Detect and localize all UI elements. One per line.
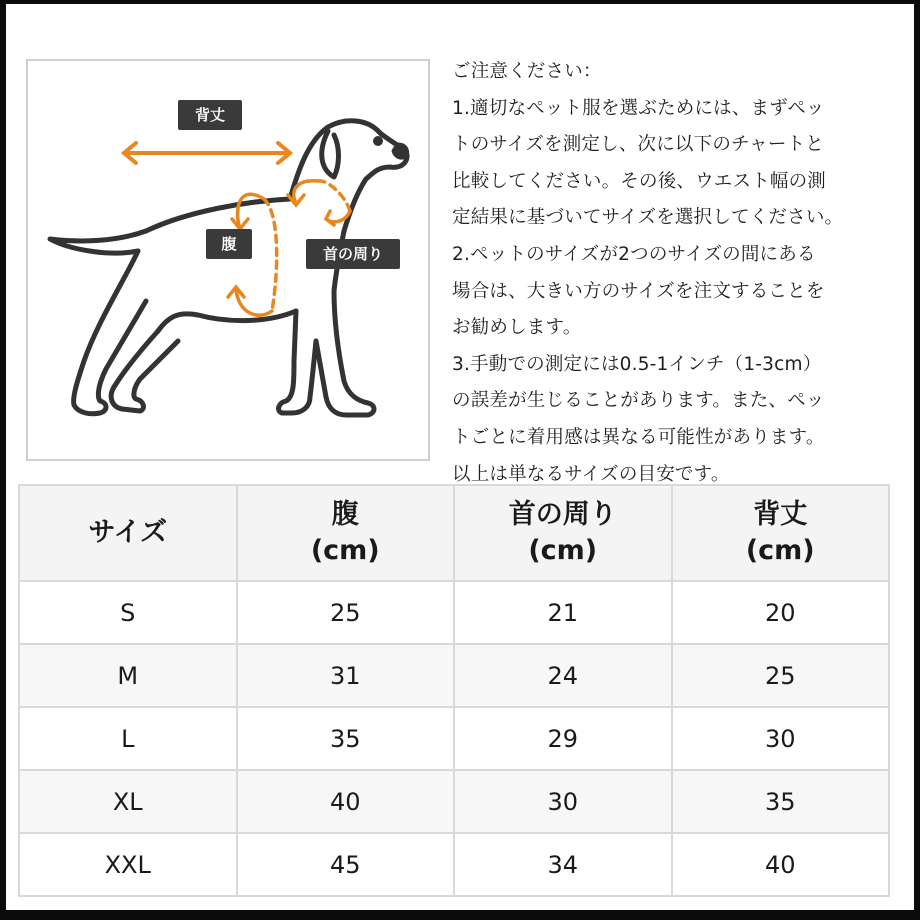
belly-label: 腹 bbox=[206, 229, 252, 259]
header-back-length: 背丈 (cm) bbox=[672, 485, 890, 581]
notes-line: トのサイズを測定し、次に以下のチャートと bbox=[452, 134, 824, 156]
notes-line: お勧めします。 bbox=[452, 317, 582, 339]
size-cell: XXL bbox=[19, 833, 237, 896]
size-cell: S bbox=[19, 581, 237, 644]
header-size: サイズ bbox=[19, 485, 237, 581]
size-cell: M bbox=[19, 644, 237, 707]
size-chart bbox=[18, 484, 890, 900]
product-image bbox=[6, 4, 914, 910]
header-belly: 腹 (cm) bbox=[237, 485, 455, 581]
dog-measurement-diagram bbox=[26, 59, 430, 461]
back-length-cell: 35 bbox=[672, 770, 890, 833]
belly-cell: 45 bbox=[237, 833, 455, 896]
notes-line: 3.手動での測定には0.5-1インチ（1-3cm） bbox=[452, 353, 822, 375]
belly-cell: 40 bbox=[237, 770, 455, 833]
header-neck: 首の周り (cm) bbox=[454, 485, 672, 581]
table-row bbox=[19, 707, 889, 770]
table-row bbox=[19, 581, 889, 644]
belly-cell: 25 bbox=[237, 581, 455, 644]
table-row bbox=[19, 770, 889, 833]
neck-cell: 21 bbox=[454, 581, 672, 644]
notes-line: 比較してください。その後、ウエスト幅の測 bbox=[452, 170, 827, 192]
size-table bbox=[18, 484, 890, 897]
size-cell: L bbox=[19, 707, 237, 770]
notes-line: ご注意ください： bbox=[452, 61, 602, 82]
neck-cell: 29 bbox=[454, 707, 672, 770]
notes-line: 1.適切なペット服を選ぶためには、まずペッ bbox=[452, 97, 825, 119]
back-length-cell: 20 bbox=[672, 581, 890, 644]
back-length-cell: 30 bbox=[672, 707, 890, 770]
neck-cell: 30 bbox=[454, 770, 672, 833]
notes-line: 2.ペットのサイズが2つのサイズの間にある bbox=[452, 243, 816, 265]
size-cell: XL bbox=[19, 770, 237, 833]
notes-line: トごとに着用感は異なる可能性があります。 bbox=[452, 426, 825, 448]
bottom-edge bbox=[6, 902, 914, 910]
neck-cell: 34 bbox=[454, 833, 672, 896]
table-row bbox=[19, 833, 889, 896]
neck-cell: 24 bbox=[454, 644, 672, 707]
sizing-notes bbox=[452, 54, 912, 493]
notes-line: 以上は単なるサイズの目安です。 bbox=[452, 463, 730, 485]
neck-label: 首の周り bbox=[306, 239, 400, 269]
back-length-cell: 40 bbox=[672, 833, 890, 896]
notes-line: 定結果に基づいてサイズを選択してください。 bbox=[452, 207, 844, 229]
belly-cell: 35 bbox=[237, 707, 455, 770]
notes-line: の誤差が生じることがあります。また、ペッ bbox=[452, 390, 825, 412]
back-length-cell: 25 bbox=[672, 644, 890, 707]
table-row bbox=[19, 644, 889, 707]
back-length-label: 背丈 bbox=[178, 100, 242, 130]
top-edge bbox=[6, 4, 914, 14]
table-header-row bbox=[19, 485, 889, 581]
notes-line: 場合は、大きい方のサイズを注文することを bbox=[452, 280, 825, 302]
belly-cell: 31 bbox=[237, 644, 455, 707]
